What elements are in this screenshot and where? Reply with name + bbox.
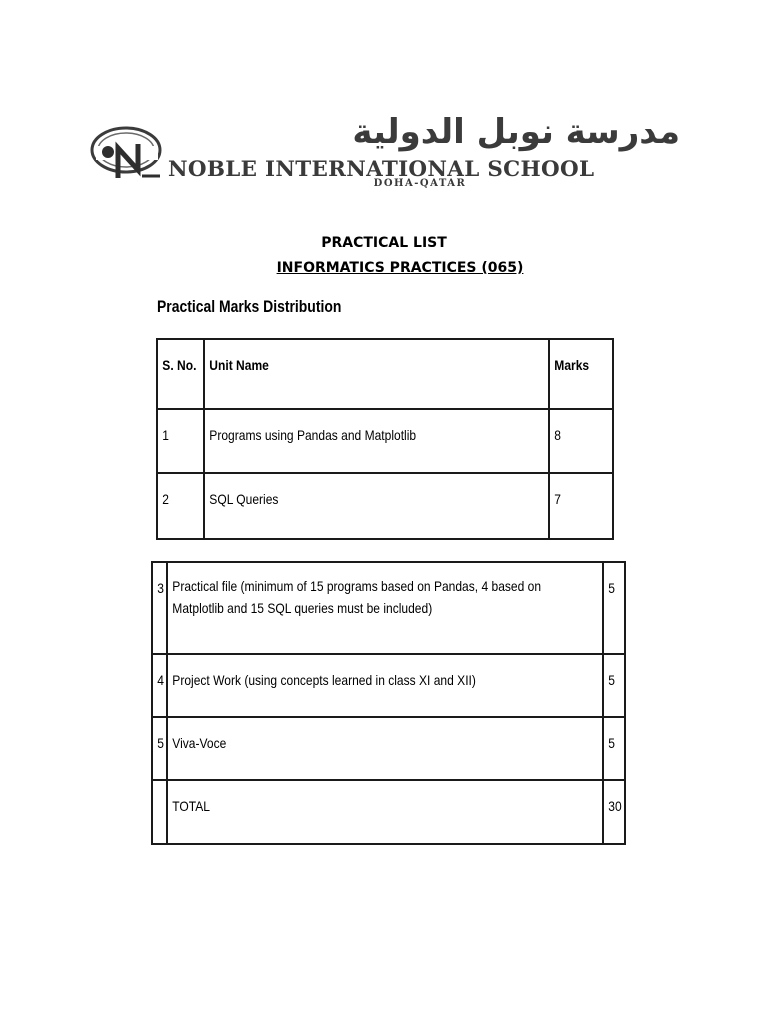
row-sno: 4: [157, 672, 165, 688]
table-header-row: [157, 339, 613, 409]
school-city: DOHA-QATAR: [373, 178, 467, 189]
row-sno: 1: [162, 427, 170, 443]
row-unit: Viva-Voce: [172, 735, 227, 751]
row-marks: 5: [607, 580, 615, 596]
row-unit: Practical file (minimum of 15 programs based on Pandas, 4 based on: [172, 578, 541, 594]
row-unit: SQL Queries: [208, 491, 279, 507]
row-sno: 3: [157, 580, 165, 596]
header-marks: Marks: [554, 357, 590, 373]
row-unit-line2: Matplotlib and 15 SQL queries must be included): [172, 600, 433, 616]
school-name-arabic: مدرسة نوبل الدولية: [352, 112, 680, 152]
row-sno: 5: [157, 735, 165, 751]
marks-table-part1: [156, 338, 614, 540]
row-marks: 5: [607, 735, 615, 751]
table-row: [152, 654, 625, 717]
school-emblem-icon: [90, 120, 164, 180]
row-sno: [153, 781, 164, 795]
row-sno: 2: [162, 491, 170, 507]
table-total-row: [152, 780, 625, 844]
school-name-english: NOBLE INTERNATIONAL SCHOOL: [168, 156, 595, 181]
school-logo: [90, 112, 682, 196]
distribution-heading: Practical Marks Distribution: [157, 297, 342, 316]
row-unit: Programs using Pandas and Matplotlib: [208, 427, 416, 443]
table-row: [157, 409, 613, 473]
header-unit-name: Unit Name: [208, 357, 269, 373]
table-row: [152, 717, 625, 780]
table-row: [157, 473, 613, 539]
page-title: PRACTICAL LIST: [321, 235, 447, 251]
row-marks: 8: [554, 427, 562, 443]
row-marks: 30: [607, 798, 622, 814]
table-row: [152, 562, 625, 654]
header-sno: S. No.: [162, 357, 197, 373]
marks-table-part2: [151, 561, 626, 845]
row-marks: 5: [607, 672, 615, 688]
page-subtitle: INFORMATICS PRACTICES (065): [276, 260, 524, 276]
row-unit: TOTAL: [172, 798, 210, 814]
row-marks: 7: [554, 491, 562, 507]
row-unit: Project Work (using concepts learned in class XI and XII): [172, 672, 476, 688]
